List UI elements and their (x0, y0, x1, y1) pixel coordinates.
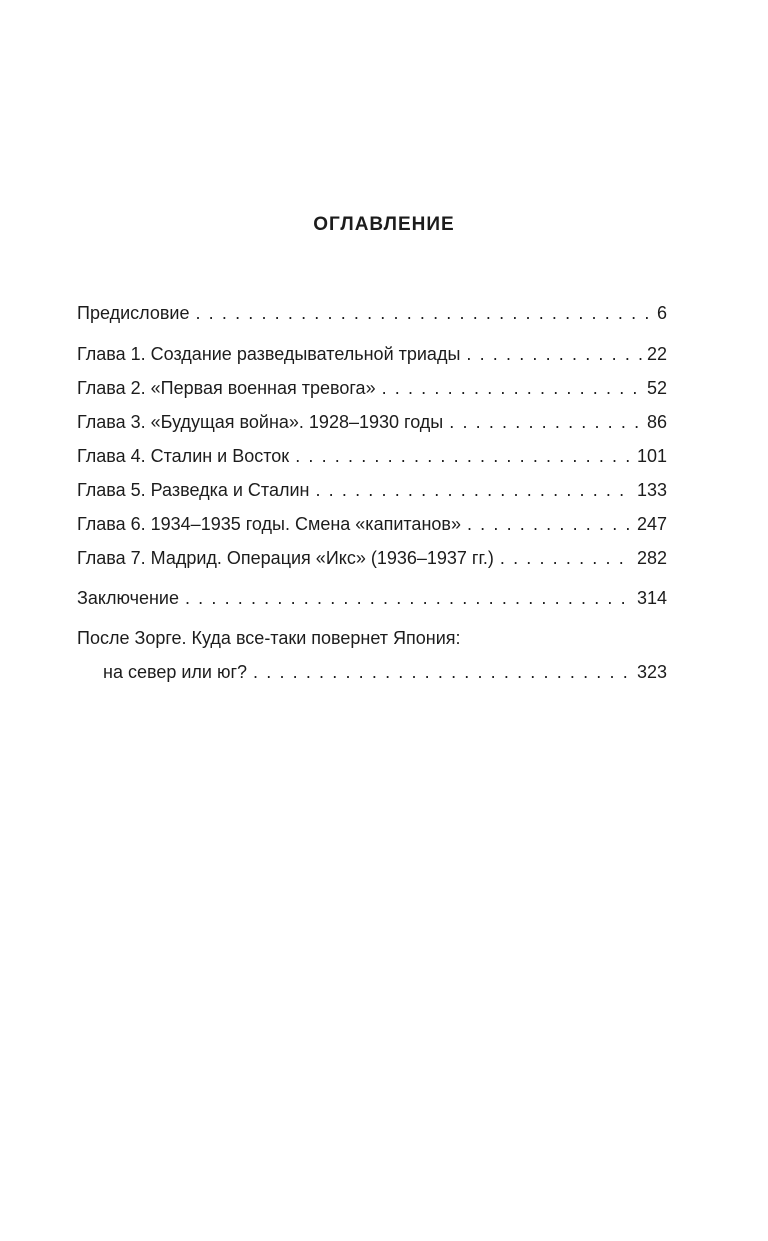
toc-entry-page: 323 (636, 662, 667, 682)
toc-entry-chapter-4[interactable] (77, 443, 667, 469)
dot-leader (467, 511, 633, 537)
toc-entry-label: Глава 7. Мадрид. Операция «Икс» (1936–1937 гг.) (77, 548, 494, 568)
toc-entry-label: Заключение (77, 588, 179, 608)
toc-entry-page: 52 (646, 378, 667, 398)
dot-leader (195, 300, 653, 326)
toc-entry-page: 133 (636, 480, 667, 500)
dot-leader (185, 585, 633, 611)
toc-entry-chapter-7[interactable] (77, 545, 667, 571)
toc-entry-label: Глава 5. Разведка и Сталин (77, 480, 310, 500)
toc-entry-page: 247 (636, 514, 667, 534)
toc-heading: ОГЛАВЛЕНИЕ (313, 214, 455, 235)
toc-entry-page: 6 (656, 303, 667, 323)
dot-leader (315, 477, 632, 503)
toc-entry-label: Глава 1. Создание разведывательной триады (77, 344, 461, 364)
toc-entry-label: на север или юг? (103, 662, 248, 682)
toc-entry-page: 314 (636, 588, 667, 608)
dot-leader (500, 545, 633, 571)
dot-leader (253, 659, 633, 685)
toc-entry-label: Глава 6. 1934–1935 годы. Смена «капитанов» (77, 514, 461, 534)
toc-entry-conclusion[interactable] (77, 585, 667, 611)
toc-entry-chapter-5[interactable] (77, 477, 667, 503)
toc-entry-page: 282 (636, 548, 667, 568)
toc-entry-after-sorge-line1[interactable]: После Зорге. Куда все-таки повернет Япония: (77, 628, 461, 648)
toc-entry-label: Предисловие (77, 303, 190, 323)
toc-entry-page: 86 (646, 412, 667, 432)
toc-entry-label: Глава 2. «Первая военная тревога» (77, 378, 376, 398)
toc-entry-chapter-1[interactable] (77, 341, 667, 367)
dot-leader (295, 443, 633, 469)
toc-entry-page: 101 (636, 446, 667, 466)
dot-leader (449, 409, 643, 435)
toc-entry-page: 22 (646, 344, 667, 364)
toc-entry-after-sorge-line2[interactable] (103, 659, 667, 685)
toc-entry-preface[interactable] (77, 300, 667, 326)
toc-entry-label: Глава 3. «Будущая война». 1928–1930 годы (77, 412, 444, 432)
dot-leader (466, 341, 643, 367)
toc-entry-chapter-3[interactable] (77, 409, 667, 435)
toc-entry-chapter-2[interactable] (77, 375, 667, 401)
toc-entry-label: Глава 4. Сталин и Восток (77, 446, 290, 466)
toc-entry-chapter-6[interactable] (77, 511, 667, 537)
dot-leader (382, 375, 643, 401)
